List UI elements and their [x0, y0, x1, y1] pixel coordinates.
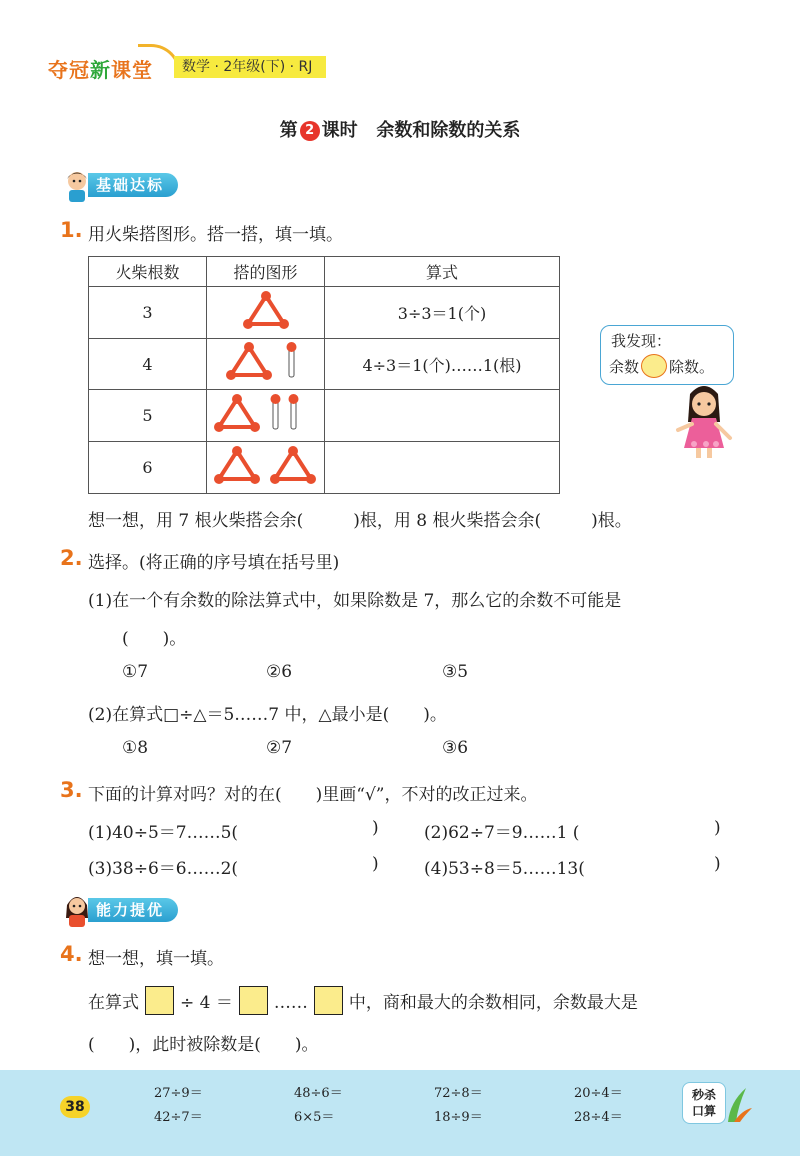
girl-icon	[668, 382, 740, 462]
quick-calc-item: 20÷4＝	[574, 1086, 623, 1101]
two-triangles-icon	[211, 443, 321, 489]
shape-cell	[207, 442, 325, 494]
quick-calc-item: 18÷9＝	[434, 1110, 483, 1125]
q4-line-2: ( )，此时被除数是( )。	[88, 1035, 319, 1055]
brand-logo	[48, 54, 153, 83]
bubble-line-2	[609, 354, 714, 378]
q4-divide-by-four: ÷ 4 ＝	[180, 993, 233, 1013]
q3-item-4-close[interactable]: )	[714, 854, 721, 874]
table-header-count: 火柴根数	[89, 257, 207, 287]
remainder-box[interactable]	[314, 986, 343, 1015]
lesson-suffix: 课时	[321, 120, 358, 141]
think-text-b: )根，用 8 根火柴搭会余(	[353, 511, 542, 531]
quick-calc-item: 72÷8＝	[434, 1086, 483, 1101]
question-4-text: 想一想，填一填。	[88, 949, 224, 969]
q3-item-1: (1)40÷5＝7……5(	[88, 823, 239, 843]
discovery-speech-bubble	[600, 325, 734, 385]
quick-calc-item: 6×5＝	[294, 1110, 335, 1125]
table-header-shape: 搭的图形	[207, 257, 325, 287]
q3-item-4: (4)53÷8＝5……13(	[424, 859, 585, 879]
q4-ellipsis: ……	[273, 993, 308, 1013]
question-4-number: 4.	[60, 942, 83, 966]
think-line	[88, 506, 632, 531]
formula-cell	[325, 442, 560, 494]
q4-equation-pre: 在算式	[88, 993, 139, 1013]
match-count-cell: 3	[89, 287, 207, 339]
table-row	[89, 339, 560, 390]
compare-answer-circle[interactable]	[641, 354, 667, 378]
formula-cell: 3÷3＝1(个)	[325, 287, 560, 339]
match-count-cell: 5	[89, 390, 207, 442]
quick-calc-item: 42÷7＝	[154, 1110, 203, 1125]
quick-calc-item: 48÷6＝	[294, 1086, 343, 1101]
brand-text-3: 课堂	[111, 58, 153, 82]
q3-item-3-close[interactable]: )	[372, 854, 379, 874]
shape-cell	[207, 339, 325, 390]
q2-sub1-line2: ( )。	[122, 629, 187, 649]
triangle-1-icon	[236, 288, 296, 334]
q2-sub1-option-3[interactable]: ③5	[442, 662, 469, 682]
q2-sub2-option-1[interactable]: ①8	[122, 738, 149, 758]
table-row	[89, 287, 560, 339]
lesson-number-badge: 2	[300, 121, 320, 141]
brand-text-1: 夺冠	[48, 58, 90, 82]
brand-text-2: 新	[90, 58, 111, 82]
q4-equation-line	[88, 986, 638, 1015]
quick-calc-badge	[682, 1082, 726, 1124]
lesson-topic: 余数和除数的关系	[376, 120, 521, 141]
think-text-c: )根。	[591, 511, 632, 531]
leaf-icon	[724, 1084, 754, 1124]
quick-calc-item: 27÷9＝	[154, 1086, 203, 1101]
q2-sub1-option-2[interactable]: ②6	[266, 662, 293, 682]
lesson-title	[0, 116, 800, 142]
footer-band	[0, 1070, 800, 1156]
quotient-box[interactable]	[239, 986, 268, 1015]
table-row	[89, 442, 560, 494]
bubble-divisor-label: 除数。	[669, 358, 715, 376]
question-1-text: 用火柴搭图形。搭一搭，填一填。	[88, 225, 343, 245]
think-text-a: 想一想，用 7 根火柴搭会余(	[88, 511, 304, 531]
bubble-remainder-label: 余数	[609, 358, 640, 376]
q2-sub2-option-3[interactable]: ③6	[442, 738, 469, 758]
formula-cell: 4÷3＝1(个)……1(根)	[325, 339, 560, 390]
lesson-prefix: 第	[279, 120, 298, 141]
question-1-number: 1.	[60, 218, 83, 242]
question-2-text: 选择。(将正确的序号填在括号里)	[88, 553, 340, 573]
triangle-plus-one-icon	[221, 339, 311, 385]
q2-sub2-option-2[interactable]: ②7	[266, 738, 293, 758]
q3-item-2: (2)62÷7＝9……1 (	[424, 823, 580, 843]
question-3-number: 3.	[60, 778, 83, 802]
shape-cell	[207, 390, 325, 442]
q2-sub2-text: (2)在算式□÷△＝5……7 中，△最小是( )。	[88, 705, 447, 725]
formula-cell	[325, 390, 560, 442]
shape-cell	[207, 287, 325, 339]
section-advanced-label: 能力提优	[88, 898, 178, 922]
table-header-formula: 算式	[325, 257, 560, 287]
table-row	[89, 390, 560, 442]
section-basic-label: 基础达标	[88, 173, 178, 197]
q4-equation-post: 中，商和最大的余数相同，余数最大是	[348, 993, 638, 1013]
q3-item-2-close[interactable]: )	[714, 818, 721, 838]
dividend-box[interactable]	[145, 986, 174, 1015]
q3-item-3: (3)38÷6＝6……2(	[88, 859, 239, 879]
question-3-text: 下面的计算对吗？对的在( )里画“√”，不对的改正过来。	[88, 785, 538, 805]
q2-sub1-line1: (1)在一个有余数的除法算式中，如果除数是 7，那么它的余数不可能是	[88, 591, 622, 611]
quick-calc-item: 28÷4＝	[574, 1110, 623, 1125]
bubble-line-1: 我发现：	[611, 332, 672, 350]
subject-banner: 数学 · 2年级(下) · RJ	[174, 56, 326, 78]
badge-line-1: 秒杀	[691, 1088, 716, 1102]
triangle-plus-two-icon	[211, 391, 321, 437]
match-count-cell: 6	[89, 442, 207, 494]
page-number: 38	[60, 1096, 90, 1118]
q2-sub1-option-1[interactable]: ①7	[122, 662, 149, 682]
question-2-number: 2.	[60, 546, 83, 570]
q3-item-1-close[interactable]: )	[372, 818, 379, 838]
matchstick-table	[88, 256, 560, 494]
badge-line-2: 口算	[691, 1104, 716, 1118]
match-count-cell: 4	[89, 339, 207, 390]
